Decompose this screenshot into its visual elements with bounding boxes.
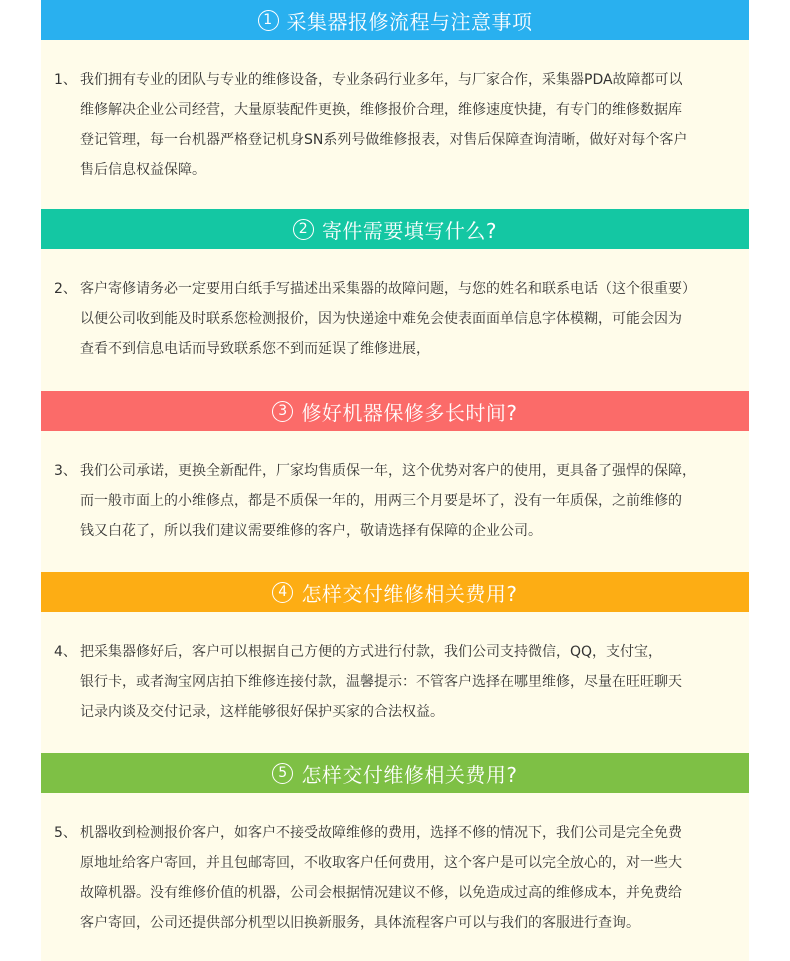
- section-header: [41, 209, 749, 249]
- item-index: 3、: [54, 463, 77, 479]
- body-line: 以便公司收到能及时联系您检测报价，因为快递途中难免会使表面面单信息字体模糊，可能会因为: [80, 311, 682, 327]
- item-index: 4、: [54, 644, 77, 660]
- section-number: 5: [272, 763, 293, 784]
- body-line: 我们公司承诺，更换全新配件，厂家均售质保一年，这个优势对客户的使用，更具备了强悍的保障，: [80, 463, 696, 479]
- section-header: [41, 753, 749, 793]
- section-title: 寄件需要填写什么?: [321, 218, 498, 243]
- section-header: [41, 572, 749, 612]
- section-body: [41, 274, 749, 364]
- body-line: 客户寄修请务必一定要用白纸手写描述出采集器的故障问题，与您的姓名和联系电话（这个很重要）: [80, 281, 696, 297]
- item-index: 2、: [54, 281, 77, 297]
- section-shipping-info: [41, 209, 749, 364]
- section-header: [41, 391, 749, 431]
- section-number: 1: [258, 10, 279, 31]
- body-line: 客户寄回，公司还提供部分机型以旧换新服务，具体流程客户可以与我们的客服进行查询。: [80, 915, 640, 931]
- section-title: 采集器报修流程与注意事项: [286, 9, 533, 34]
- body-line: 而一般市面上的小维修点，都是不质保一年的，用两三个月要是坏了，没有一年质保，之前维修的: [80, 493, 682, 509]
- section-body: [41, 637, 749, 727]
- item-index: 5、: [54, 825, 77, 841]
- section-return-policy: [41, 753, 749, 938]
- section-number: 3: [272, 401, 293, 422]
- body-line: 记录内谈及交付记录，这样能够很好保护买家的合法权益。: [80, 704, 444, 720]
- section-payment: [41, 572, 749, 727]
- body-line: 银行卡，或者淘宝网店拍下维修连接付款，温馨提示：不管客户选择在哪里维修，尽量在旺旺聊天: [80, 674, 682, 690]
- section-title: 怎样交付维修相关费用?: [301, 762, 518, 787]
- body-line: 原地址给客户寄回，并且包邮寄回，不收取客户任何费用，这个客户是可以完全放心的，对一些大: [80, 855, 682, 871]
- item-index: 1、: [54, 72, 77, 88]
- body-line: 机器收到检测报价客户，如客户不接受故障维修的费用，选择不修的情况下，我们公司是完全免费: [80, 825, 682, 841]
- body-line: 把采集器修好后，客户可以根据自己方便的方式进行付款，我们公司支持微信，QQ，支付宝，: [80, 644, 663, 660]
- section-body: [41, 65, 749, 185]
- section-header: [41, 0, 749, 40]
- section-body: [41, 818, 749, 938]
- section-title: 怎样交付维修相关费用?: [301, 581, 518, 606]
- section-number: 4: [272, 582, 293, 603]
- section-repair-process: [41, 0, 749, 185]
- body-line: 我们拥有专业的团队与专业的维修设备，专业条码行业多年，与厂家合作，采集器PDA故障都可以: [80, 72, 683, 88]
- section-number: 2: [293, 219, 314, 240]
- body-line: 维修解决企业公司经营，大量原装配件更换，维修报价合理，维修速度快捷，有专门的维修数据库: [80, 102, 682, 118]
- section-warranty: [41, 391, 749, 546]
- section-body: [41, 456, 749, 546]
- body-line: 查看不到信息电话而导致联系您不到而延误了维修进展，: [80, 341, 430, 357]
- body-line: 登记管理，每一台机器严格登记机身SN系列号做维修报表，对售后保障查询清晰，做好对每个客户: [80, 132, 688, 148]
- section-title: 修好机器保修多长时间?: [301, 400, 518, 425]
- body-line: 售后信息权益保障。: [80, 162, 206, 178]
- body-line: 故障机器。没有维修价值的机器，公司会根据情况建议不修，以免造成过高的维修成本，并免费给: [80, 885, 682, 901]
- body-line: 钱又白花了，所以我们建议需要维修的客户，敬请选择有保障的企业公司。: [80, 523, 542, 539]
